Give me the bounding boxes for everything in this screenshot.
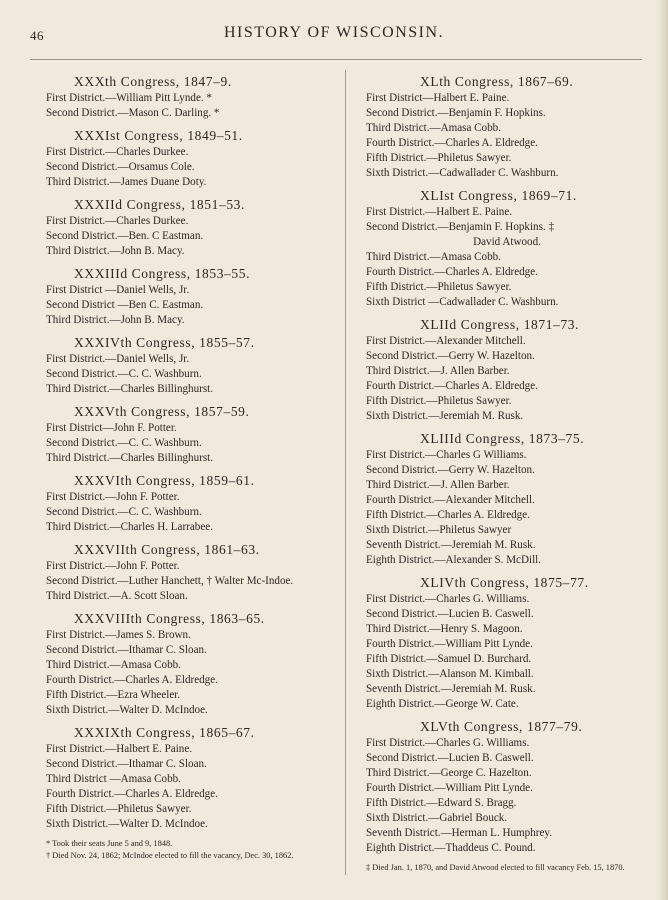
district-entry: Second District.—Luther Hanchett, † Walter Mc-Indoe. <box>46 575 294 587</box>
district-entry: First District.—James S. Brown. <box>46 629 191 641</box>
congress-heading: XXXIst Congress, 1849–51. <box>74 128 243 143</box>
column-divider <box>345 70 346 875</box>
district-entry: Second District.—Orsamus Cole. <box>46 161 195 173</box>
district-entry: First District.—Charles G. Williams. <box>366 593 530 605</box>
congress-block <box>46 74 344 121</box>
district-entry: Third District.—Amasa Cobb. <box>366 251 501 263</box>
district-entry: Fifth District.—Samuel D. Burchard. <box>366 653 532 665</box>
district-entry: First District.—William Pitt Lynde. * <box>46 92 212 104</box>
district-entry: Seventh District.—Herman L. Humphrey. <box>366 827 552 839</box>
district-entry: Second District.—Benjamin F. Hopkins. <box>366 107 546 119</box>
district-entry: First District.—John F. Potter. <box>46 560 180 572</box>
district-entry: First District—Halbert E. Paine. <box>366 92 510 104</box>
congress-heading: XXXVIIIth Congress, 1863–65. <box>74 611 265 626</box>
district-entry: Sixth District.—Alanson M. Kimball. <box>366 668 534 680</box>
congress-heading: XLVth Congress, 1877–79. <box>420 719 583 734</box>
congress-heading: XXXVIth Congress, 1859–61. <box>74 473 255 488</box>
congress-block <box>46 197 344 259</box>
congress-heading: XLIIId Congress, 1873–75. <box>420 431 585 446</box>
district-entry: Fifth District.—Edward S. Bragg. <box>366 797 517 809</box>
district-entry: Third District.—John B. Macy. <box>46 245 185 257</box>
page-edge-shadow <box>658 0 668 900</box>
district-entry: Third District.—Charles H. Larrabee. <box>46 521 213 533</box>
congress-heading: XLIVth Congress, 1875–77. <box>420 575 589 590</box>
district-entry: Second District.—Ithamar C. Sloan. <box>46 644 207 656</box>
district-entry: Third District —Amasa Cobb. <box>46 773 181 785</box>
congress-block <box>46 404 344 466</box>
district-entry: Third District.—J. Allen Barber. <box>366 479 510 491</box>
district-entry: First District.—Charles G Williams. <box>366 449 527 461</box>
district-entry: First District.—Charles G. Williams. <box>366 737 530 749</box>
district-entry: Fifth District.—Ezra Wheeler. <box>46 689 181 701</box>
district-entry: Fourth District.—William Pitt Lynde. <box>366 638 533 650</box>
congress-heading: XXXVth Congress, 1857–59. <box>74 404 250 419</box>
congress-heading: XXXIVth Congress, 1855–57. <box>74 335 255 350</box>
district-entry: Fourth District.—Charles A. Eldredge. <box>46 674 218 686</box>
congress-heading: XLIst Congress, 1869–71. <box>420 188 577 203</box>
district-entry: Third District.—J. Allen Barber. <box>366 365 510 377</box>
district-entry: Second District.—Ben. C Eastman. <box>46 230 204 242</box>
district-entry: Fourth District.—Charles A. Eldredge. <box>46 788 218 800</box>
district-entry: Seventh District.—Jeremiah M. Rusk. <box>366 683 536 695</box>
district-entry: Third District.—Amasa Cobb. <box>46 659 181 671</box>
district-entry: Eighth District.—Thaddeus C. Pound. <box>366 842 536 854</box>
congress-block <box>46 725 344 832</box>
footnote: * Took their seats June 5 and 9, 1848. <box>46 839 173 848</box>
district-entry: First District.—Daniel Wells, Jr. <box>46 353 190 365</box>
congress-block <box>366 188 648 310</box>
congress-block <box>366 719 648 856</box>
district-entry: Second District.—C. C. Washburn. <box>46 368 202 380</box>
congress-heading: XXXIIId Congress, 1853–55. <box>74 266 251 281</box>
district-entry: Third District.—Amasa Cobb. <box>366 122 501 134</box>
district-entry: Third District.—Charles Billinghurst. <box>46 452 214 464</box>
running-header: HISTORY OF WISCONSIN. <box>223 24 445 41</box>
district-entry: First District—John F. Potter. <box>46 422 177 434</box>
district-entry: Fourth District.—Charles A. Eldredge. <box>366 137 538 149</box>
district-entry: Seventh District.—Jeremiah M. Rusk. <box>366 539 536 551</box>
district-entry: First District.—Halbert E. Paine. <box>366 206 513 218</box>
congress-block <box>46 473 344 535</box>
district-entry: Eighth District.—George W. Cate. <box>366 698 519 710</box>
district-entry: Fourth District.—Charles A. Eldredge. <box>366 266 538 278</box>
district-entry: Second District.—Ithamar C. Sloan. <box>46 758 207 770</box>
congress-heading: XXXth Congress, 1847–9. <box>74 74 232 89</box>
district-entry: First District.—Charles Durkee. <box>46 215 189 227</box>
congress-heading: XLIId Congress, 1871–73. <box>420 317 580 332</box>
district-entry: Fourth District.—Charles A. Eldredge. <box>366 380 538 392</box>
page-number: 46 <box>30 28 44 43</box>
district-entry: Fifth District.—Philetus Sawyer. <box>366 281 512 293</box>
district-entry: Fifth District.—Philetus Sawyer. <box>366 395 512 407</box>
district-entry: Fifth District.—Philetus Sawyer. <box>366 152 512 164</box>
congress-block <box>46 542 344 604</box>
district-entry: Third District.—George C. Hazelton. <box>366 767 532 779</box>
congress-heading: XLth Congress, 1867–69. <box>420 74 574 89</box>
district-entry: David Atwood. <box>473 236 541 248</box>
congress-block <box>366 431 648 568</box>
district-entry: Sixth District —Cadwallader C. Washburn. <box>366 296 559 308</box>
district-entry: First District.—Charles Durkee. <box>46 146 189 158</box>
district-entry: Sixth District.—Gabriel Bouck. <box>366 812 508 824</box>
congress-block <box>46 611 344 718</box>
district-entry: Sixth District.—Cadwallader C. Washburn. <box>366 167 559 179</box>
district-entry: Fourth District.—Alexander Mitchell. <box>366 494 535 506</box>
district-entry: Third District.—James Duane Doty. <box>46 176 207 188</box>
district-entry: Second District.—Benjamin F. Hopkins. ‡ <box>366 221 555 233</box>
header-rule <box>30 59 642 60</box>
district-entry: First District.—John F. Potter. <box>46 491 180 503</box>
district-entry: Third District.—Charles Billinghurst. <box>46 383 214 395</box>
congress-block <box>366 74 648 181</box>
district-entry: Sixth District.—Walter D. McIndoe. <box>46 818 208 830</box>
district-entry: Second District.—Lucien B. Caswell. <box>366 608 534 620</box>
district-entry: Second District.—Mason C. Darling. * <box>46 107 220 119</box>
district-entry: Second District.—C. C. Washburn. <box>46 437 202 449</box>
district-entry: First District.—Alexander Mitchell. <box>366 335 526 347</box>
congress-block <box>366 575 648 712</box>
congress-block <box>366 317 648 424</box>
district-entry: Fifth District.—Charles A. Eldredge. <box>366 509 530 521</box>
footnote: ‡ Died Jan. 1, 1870, and David Atwood elected to fill vacancy Feb. 15, 1870. <box>366 863 625 872</box>
congress-block <box>46 266 344 328</box>
footnote: † Died Nov. 24, 1862; McIndoe elected to fill the vacancy, Dec. 30, 1862. <box>46 851 294 860</box>
district-entry: Sixth District.—Philetus Sawyer <box>366 524 512 536</box>
district-entry: Second District.—Gerry W. Hazelton. <box>366 350 535 362</box>
right-column <box>366 74 648 873</box>
congress-heading: XXXIId Congress, 1851–53. <box>74 197 245 212</box>
district-entry: Second District.—Lucien B. Caswell. <box>366 752 534 764</box>
district-entry: Second District.—C. C. Washburn. <box>46 506 202 518</box>
district-entry: Third District.—John B. Macy. <box>46 314 185 326</box>
congress-heading: XXXIXth Congress, 1865–67. <box>74 725 255 740</box>
district-entry: Fifth District.—Philetus Sawyer. <box>46 803 192 815</box>
district-entry: Second District.—Gerry W. Hazelton. <box>366 464 535 476</box>
district-entry: First District —Daniel Wells, Jr. <box>46 284 190 296</box>
district-entry: Third District.—A. Scott Sloan. <box>46 590 188 602</box>
district-entry: Second District —Ben C. Eastman. <box>46 299 204 311</box>
district-entry: First District.—Halbert E. Paine. <box>46 743 193 755</box>
left-column <box>46 74 344 861</box>
district-entry: Third District.—Henry S. Magoon. <box>366 623 523 635</box>
congress-block <box>46 335 344 397</box>
district-entry: Fourth District.—William Pitt Lynde. <box>366 782 533 794</box>
district-entry: Sixth District.—Jeremiah M. Rusk. <box>366 410 524 422</box>
district-entry: Sixth District.—Walter D. McIndoe. <box>46 704 208 716</box>
district-entry: Eighth District.—Alexander S. McDill. <box>366 554 542 566</box>
congress-block <box>46 128 344 190</box>
congress-heading: XXXVIIth Congress, 1861–63. <box>74 542 260 557</box>
